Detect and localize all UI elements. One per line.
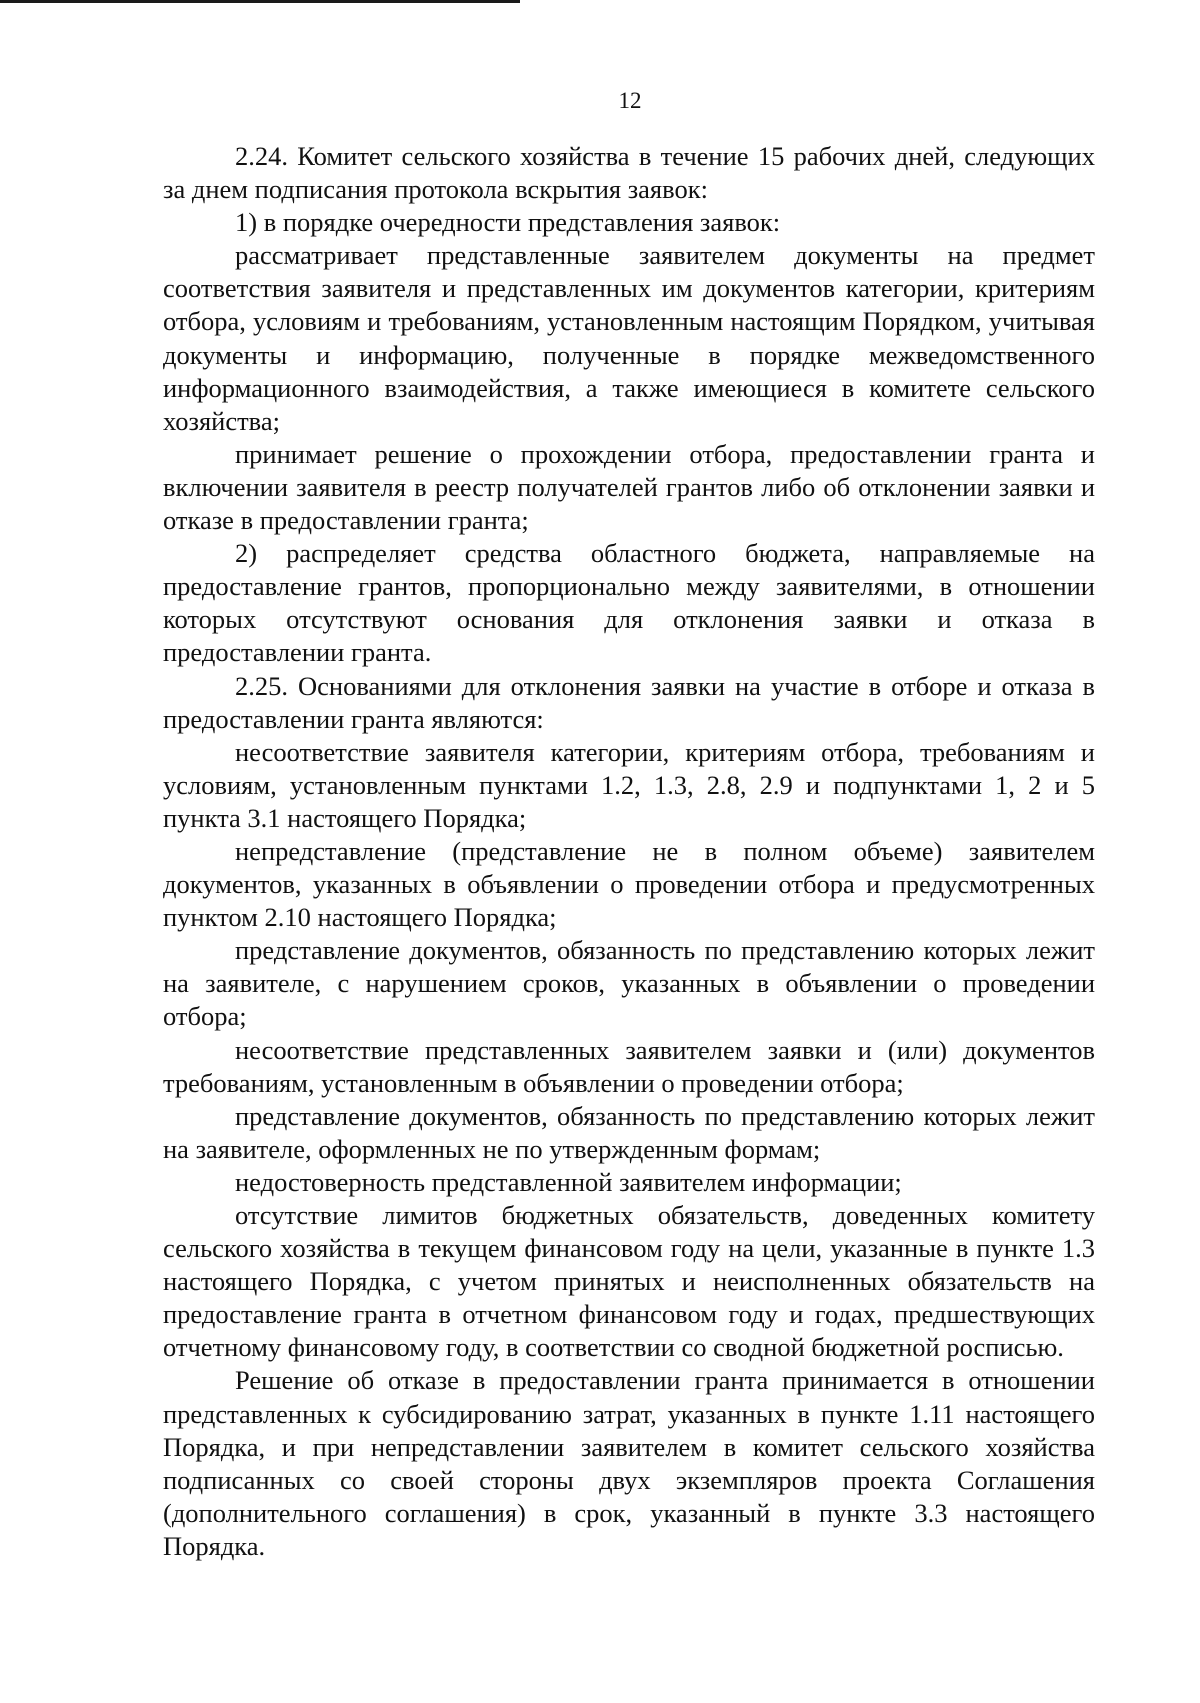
paragraph-ground-nonsubmission: непредставление (представление не в полном объеме) заявителем документов, указанных в объявлении о проведении отбора и предусмотренных пунктом 2.10 настоящего Порядка; bbox=[163, 835, 1095, 933]
paragraph-ground-requirements-mismatch: несоответствие представленных заявителем заявки и (или) документов требованиям, установленным в объявлении о проведении отбора; bbox=[163, 1034, 1095, 1098]
paragraph-ground-wrong-forms: представление документов, обязанность по представлению которых лежит на заявителе, оформленных не по утвержденным формам; bbox=[163, 1100, 1095, 1164]
page-number: 12 bbox=[618, 88, 642, 113]
paragraph-makes-decision: принимает решение о прохождении отбора, предоставлении гранта и включении заявителя в реестр получателей грантов либо об отклонении заявки и отказе в предоставлении гранта; bbox=[163, 438, 1095, 536]
document-body bbox=[163, 140, 1095, 1563]
paragraph-ground-noncompliance: несоответствие заявителя категории, критериям отбора, требованиям и условиям, установленным пунктами 1.2, 1.3, 2.8, 2.9 и подпунктами 1, 2 и 5 пункта 3.1 настоящего Порядка; bbox=[163, 736, 1095, 833]
paragraph-2-25: 2.25. Основаниями для отклонения заявки на участие в отборе и отказа в предоставлении гранта являются: bbox=[163, 670, 1095, 734]
paragraph-refusal-decision: Решение об отказе в предоставлении гранта принимается в отношении представленных к субсидированию затрат, указанных в пункте 1.11 настоящего Порядка, и при непредставлении заявителем в комитет сельского хозяйства подписанных со своей стороны двух экземпляров проекта Соглашения (дополнительного соглашения) в срок, указанный в пункте 3.3 настоящего Порядка. bbox=[163, 1365, 1095, 1561]
paragraph-ground-no-limits: отсутствие лимитов бюджетных обязательств, доведенных комитету сельского хозяйства в текущем финансовом году на цели, указанные в пункте 1.3 настоящего Порядка, с учетом принятых и неисполненных обязательств на предоставление гранта в отчетном финансовом году и годах, предшествующих отчетному финансовому году, в соответствии со сводной бюджетной росписью. bbox=[163, 1200, 1095, 1363]
scan-edge-mark bbox=[0, 0, 520, 3]
paragraph-ground-late-submission: представление документов, обязанность по представлению которых лежит на заявителе, с нарушением сроков, указанных в объявлении о проведении отбора; bbox=[163, 935, 1095, 1032]
paragraph-reviews-documents: рассматривает представленные заявителем документы на предмет соответствия заявителя и представленных им документов категории, критериям отбора, условиям и требованиям, установленным настоящим Порядком, учитывая документы и информацию, полученные в порядке межведомственного информационного взаимодействия, а также имеющиеся в комитете сельского хозяйства; bbox=[163, 240, 1095, 436]
paragraph-2-24: 2.24. Комитет сельского хозяйства в течение 15 рабочих дней, следующих за днем подписания протокола вскрытия заявок: bbox=[163, 141, 1095, 205]
paragraph-ground-unreliable-info: недостоверность представленной заявителем информации; bbox=[235, 1166, 902, 1197]
paragraph-item-2: 2) распределяет средства областного бюджета, направляемые на предоставление грантов, пропорционально между заявителями, в отношении которых отсутствуют основания для отклонения заявки и отказа в предоставлении гранта. bbox=[163, 538, 1095, 668]
paragraph-item-1: 1) в порядке очередности представления заявок: bbox=[235, 207, 781, 238]
